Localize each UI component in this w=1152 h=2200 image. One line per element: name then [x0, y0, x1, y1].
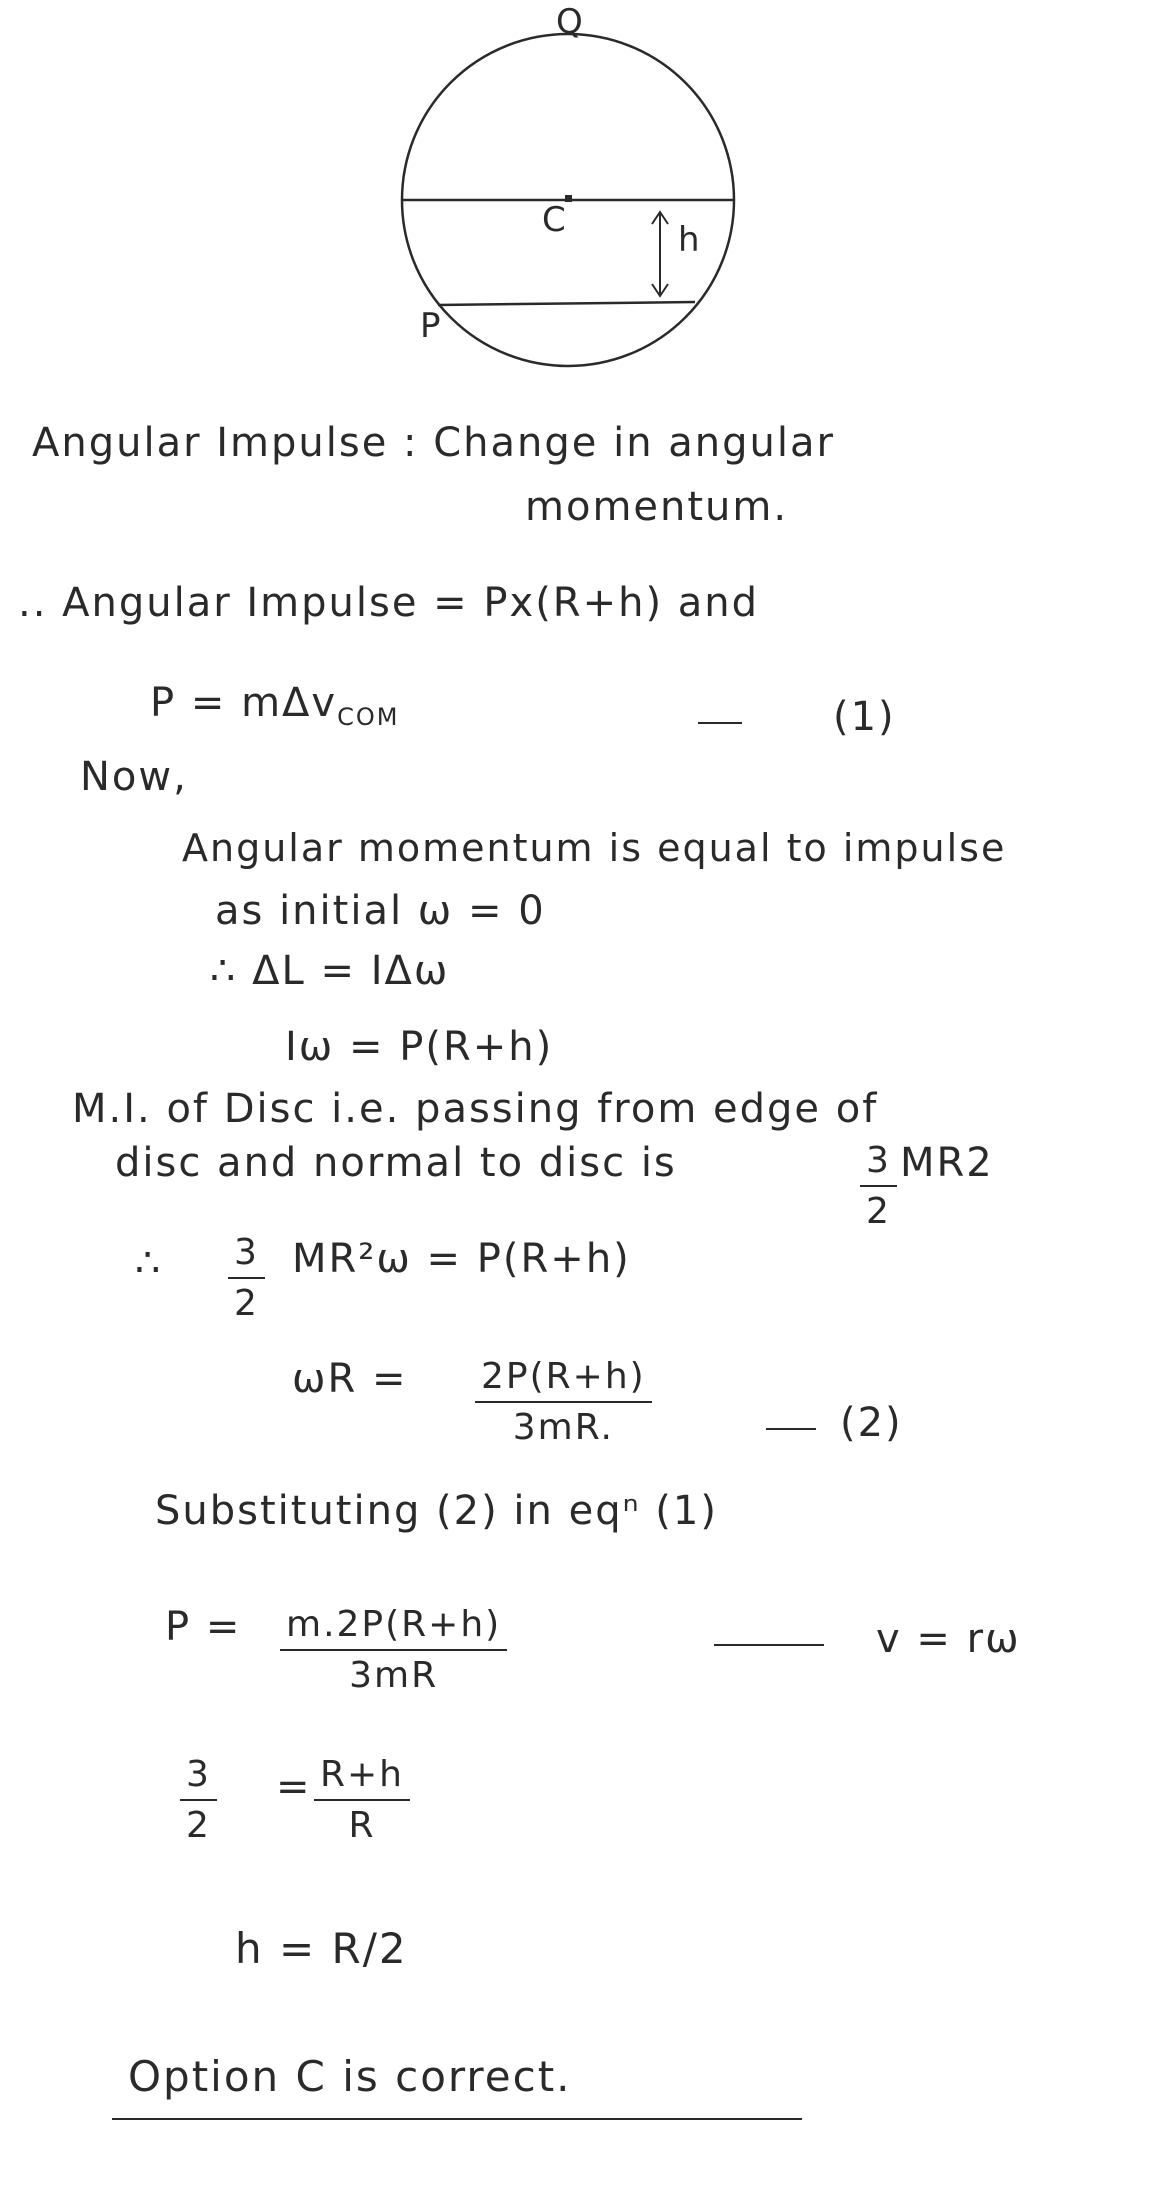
p-eq-main: P = mΔv — [150, 680, 338, 726]
line-angular-impulse-eq: .. Angular Impulse = Px(R+h) and — [18, 580, 760, 626]
mi-fraction — [860, 1140, 897, 1232]
eq13-den: 2 — [186, 1805, 211, 1846]
line-now: Now, — [80, 754, 188, 800]
line-disc-normal: disc and normal to disc is — [115, 1140, 677, 1186]
dash-3 — [714, 1644, 824, 1646]
eq10-lhs: ωR = — [292, 1356, 408, 1402]
eq12-num: m.2P(R+h) — [280, 1604, 507, 1651]
eq9-rest: MR²ω = P(R+h) — [292, 1236, 631, 1282]
eq10-fraction — [475, 1356, 652, 1448]
line-substituting: Substituting (2) in eqⁿ (1) — [155, 1488, 718, 1534]
eq12-note: v = rω — [876, 1616, 1021, 1662]
mi-frac-den: 2 — [866, 1191, 891, 1232]
eq13-right-fraction — [314, 1754, 410, 1846]
line-angular-impulse-def: Angular Impulse : Change in angular — [32, 420, 835, 466]
dash-1 — [698, 722, 742, 724]
line-mi-disc: M.I. of Disc i.e. passing from edge of — [72, 1086, 879, 1132]
label-c: C — [542, 200, 568, 240]
eq9-fraction — [228, 1232, 265, 1324]
line-i-omega: Iω = P(R+h) — [285, 1024, 554, 1070]
disc-diagram — [0, 0, 1152, 400]
line-answer: Option C is correct. — [128, 2052, 572, 2101]
eq13-num2: R+h — [314, 1754, 410, 1801]
eq13-left-fraction — [180, 1754, 217, 1846]
eq13-equals: = — [276, 1764, 312, 1810]
line-p-eq — [150, 680, 399, 731]
eq12-lhs: P = — [165, 1604, 242, 1650]
answer-underline — [112, 2118, 802, 2120]
chord-line — [438, 302, 695, 305]
line-h-result: h = R/2 — [235, 1924, 408, 1973]
tag-2: (2) — [840, 1400, 903, 1446]
line-momentum: momentum. — [525, 484, 789, 530]
eq13-num: 3 — [180, 1754, 217, 1801]
line-angular-momentum: Angular momentum is equal to impulse — [182, 826, 1007, 870]
p-eq-sub: COM — [337, 703, 400, 731]
mi-frac-num: 3 — [860, 1140, 897, 1187]
dash-2 — [766, 1428, 816, 1430]
eq9-frac-den: 2 — [234, 1283, 259, 1324]
eq10-num: 2P(R+h) — [475, 1356, 652, 1403]
tag-1: (1) — [833, 694, 896, 740]
eq9-frac-num: 3 — [228, 1232, 265, 1279]
label-p: P — [420, 306, 443, 346]
line-delta-l: ∴ ΔL = IΔω — [210, 948, 450, 994]
therefore-2: ∴ — [135, 1240, 163, 1286]
line-initial-omega: as initial ω = 0 — [215, 888, 546, 934]
mi-tail: MR2 — [900, 1140, 994, 1186]
eq12-fraction — [280, 1604, 507, 1696]
label-h: h — [678, 220, 702, 260]
eq10-den: 3mR. — [512, 1407, 614, 1448]
label-q: Q — [556, 2, 585, 42]
eq13-den2: R — [348, 1805, 376, 1846]
eq12-den: 3mR — [349, 1655, 439, 1696]
